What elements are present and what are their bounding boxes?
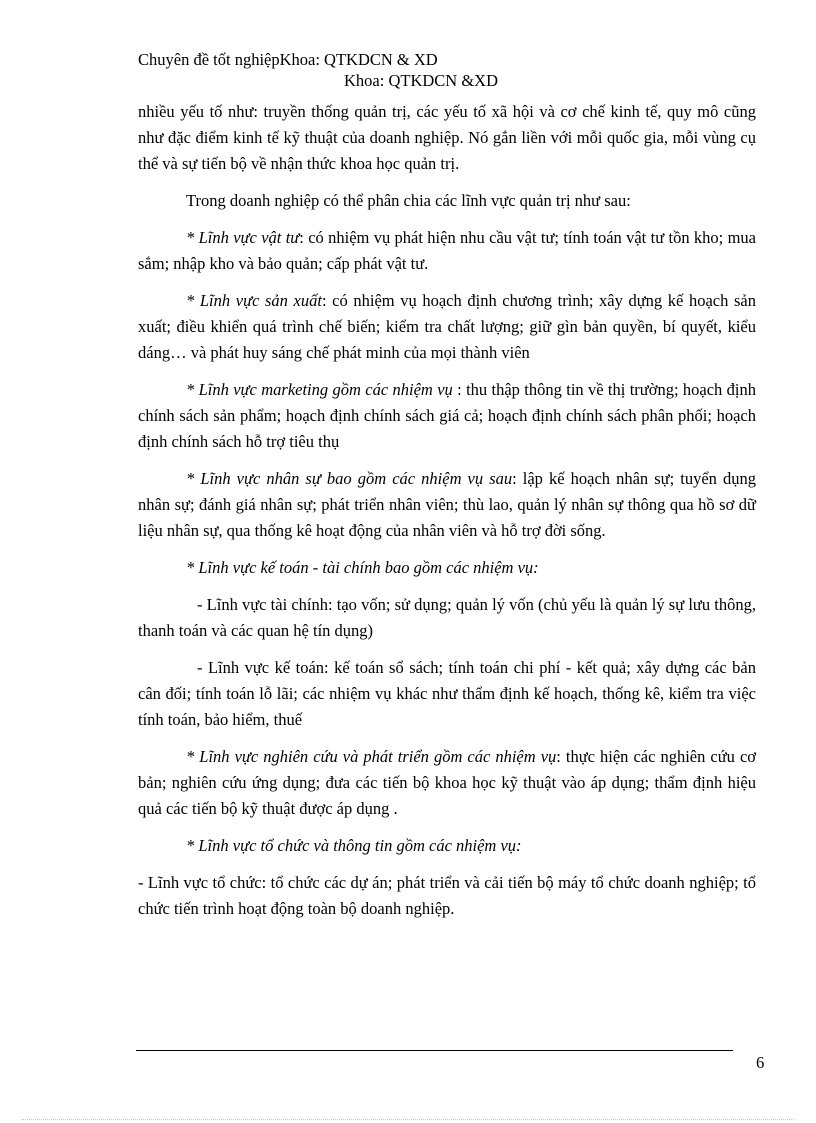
paragraph-text: - Lĩnh vực kế toán: kế toán sổ sách; tính toán chi phí - kết quả; xây dựng các bản cân đối; tính toán lỗ lãi; các nhiệm vụ khác như thẩm định kế hoạch, thống kê, kiểm tra việc tính toán, bảo hiểm, thuế xyxy=(138,658,756,729)
paragraph-text: nhiều yếu tố như: truyền thống quản trị, các yếu tố xã hội và cơ chế kinh tế, quy mô cũng như đặc điểm kinh tế kỹ thuật của doanh nghiệp. Nó gắn liền với mỗi quốc gia, mỗi vùng cụ thể và sự tiến bộ về nhận thức khoa học quản trị. xyxy=(138,102,756,173)
paragraph-text: Trong doanh nghiệp có thể phân chia các lĩnh vực quản trị như sau: xyxy=(186,191,631,210)
paragraph-text: - Lĩnh vực tổ chức: tổ chức các dự án; phát triển và cải tiến bộ máy tổ chức doanh nghiệp; tổ chức tiến trình hoạt động toàn bộ doanh nghiệp. xyxy=(138,873,756,918)
page-number: 6 xyxy=(756,1053,765,1072)
paragraph-lead: * Lĩnh vực kế toán - tài chính bao gồm các nhiệm vụ: xyxy=(186,558,539,577)
document-body xyxy=(138,99,756,933)
page-header-line-2: Khoa: QTKDCN &XD xyxy=(344,71,498,90)
paragraph-lead: * Lĩnh vực sản xuất xyxy=(186,291,322,310)
paragraph-marketing xyxy=(138,377,756,455)
paragraph-organization-detail xyxy=(138,870,756,922)
paragraph-text: - Lĩnh vực tài chính: tạo vốn; sử dụng; quản lý vốn (chủ yếu là quản lý sự lưu thông, thanh toán và các quan hệ tín dụng) xyxy=(138,595,756,640)
paragraph-lead: * Lĩnh vực nhân sự bao gồm các nhiệm vụ sau xyxy=(186,469,513,488)
paragraph-research xyxy=(138,744,756,822)
paragraph-organization-info xyxy=(138,833,756,859)
paragraph-lead: * Lĩnh vực vật tư xyxy=(186,228,300,247)
paragraph-lead: * Lĩnh vực marketing gồm các nhiệm vụ xyxy=(186,380,453,399)
page-bottom-edge xyxy=(22,1119,794,1120)
paragraph-materials xyxy=(138,225,756,277)
paragraph-text: : thu thập thông tin về thị trường; hoạch định chính sách sản phẩm; hoạch định chính sách giá cả; hoạch định chính sách phân phối; hoạch định chính sách hỗ trợ tiêu thụ xyxy=(138,380,756,451)
paragraph-lead: * Lĩnh vực tổ chức và thông tin gồm các nhiệm vụ: xyxy=(186,836,522,855)
paragraph-text: : có nhiệm vụ hoạch định chương trình; xây dựng kế hoạch sản xuất; điều khiển quá trình chế biến; kiểm tra chất lượng; giữ gìn bản quyền, bí quyết, kiểu dáng… và phát huy sáng chế phát minh của mọi thành viên xyxy=(138,291,756,362)
paragraph-intro xyxy=(138,188,756,214)
paragraph-lead: * Lĩnh vực nghiên cứu và phát triển gồm các nhiệm vụ xyxy=(186,747,557,766)
paragraph-text: : thực hiện các nghiên cứu cơ bản; nghiên cứu ứng dụng; đưa các tiến bộ khoa học kỹ thuật vào áp dụng; thẩm định hiệu quả các tiến bộ kỹ thuật được áp dụng . xyxy=(138,747,756,818)
paragraph-personnel xyxy=(138,466,756,544)
paragraph-finance-detail xyxy=(138,592,756,644)
page-header-line-1: Chuyên đề tốt nghiệpKhoa: QTKDCN & XD xyxy=(138,50,438,69)
paragraph-continuation xyxy=(138,99,756,177)
footer-divider xyxy=(136,1050,733,1051)
paragraph-accounting-detail xyxy=(138,655,756,733)
paragraph-accounting-finance xyxy=(138,555,756,581)
paragraph-text: : có nhiệm vụ phát hiện nhu cầu vật tư; tính toán vật tư tồn kho; mua sắm; nhập kho và bảo quản; cấp phát vật tư. xyxy=(138,228,756,273)
paragraph-text: : lập kế hoạch nhân sự; tuyển dụng nhân sự; đánh giá nhân sự; phát triển nhân viên; thù lao, quản lý nhân sự thông qua hồ sơ dữ liệu nhân sự, qua thống kê hoạt động của nhân viên và hỗ trợ đời sống. xyxy=(138,469,756,540)
paragraph-production xyxy=(138,288,756,366)
